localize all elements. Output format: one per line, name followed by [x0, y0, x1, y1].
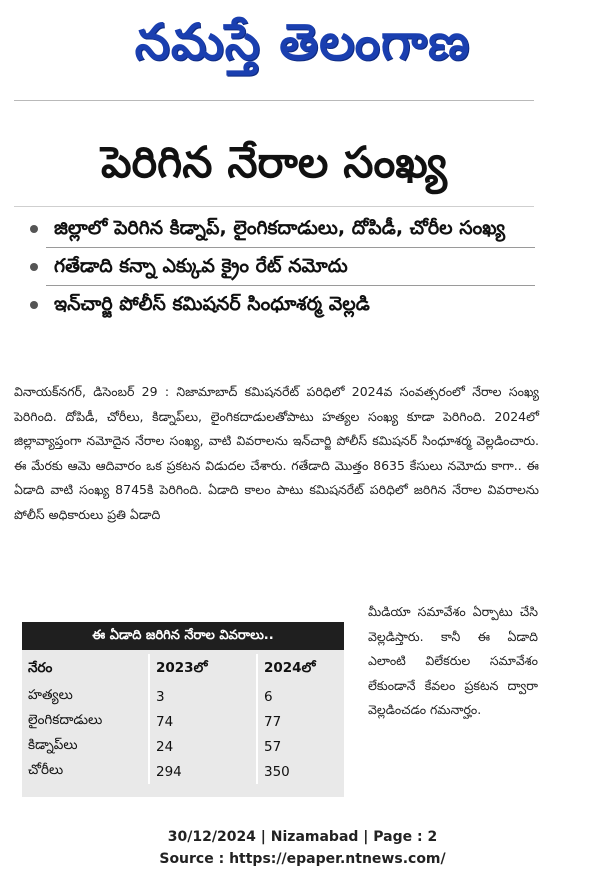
count-2023: 74: [149, 709, 257, 734]
footer-dateline: 30/12/2024 | Nizamabad | Page : 2: [167, 829, 438, 845]
masthead: [0, 0, 605, 84]
header-2023: 2023లో: [149, 654, 257, 684]
highlight-divider: [46, 285, 535, 286]
count-2024: 57: [257, 734, 344, 759]
table-row: [22, 684, 344, 709]
table-row: [22, 759, 344, 784]
page-footer: [0, 826, 605, 870]
bullet-dot-icon: [30, 263, 38, 271]
highlight-divider: [46, 247, 535, 248]
count-2024: 350: [257, 759, 344, 784]
table-header-row: [22, 654, 344, 684]
crime-name: కిడ్నాప్‌లు: [28, 737, 78, 753]
bullet-dot-icon: [30, 225, 38, 233]
crime-table-grid: [22, 654, 344, 784]
bullet-dot-icon: [30, 301, 38, 309]
footer-source: Source : https://epaper.ntnews.com/: [159, 851, 446, 867]
article-headline: పెరిగిన నేరాల సంఖ్య: [101, 138, 447, 188]
table-row: [22, 709, 344, 734]
article-highlights: [20, 212, 535, 321]
count-2023: 3: [149, 684, 257, 709]
count-2023: 24: [149, 734, 257, 759]
count-2023: 294: [149, 759, 257, 784]
header-2024: 2024లో: [257, 654, 344, 684]
highlight-item: [20, 250, 535, 283]
highlight-item: [20, 288, 535, 321]
header-crime: నేరం: [28, 659, 53, 676]
count-2024: 77: [257, 709, 344, 734]
article-body-continued: మీడియా సమావేశం ఏర్పాటు చేసి వెల్లడిస్తారు. కానీ ఈ ఏడాది ఎలాంటి విలేకరుల సమావేశం లేకుండానే కేవలం ప్రకటన ద్వారా వెల్లడించడం గమనార్హం.: [368, 604, 538, 717]
article-body: వినాయక్‌నగర్, డిసెంబర్ 29 : నిజామాబాద్ కమిషనరేట్ పరిధిలో 2024వ సంవత్సరంలో నేరాల సంఖ్య పెరిగింది. దోపిడీ, చోరీలు, కిడ్నాప్‌లు, లైంగికదాడులతోపాటు హత్యల సంఖ్య కూడా పెరిగింది. 2024లో జిల్లావ్యాప్తంగా నమోదైన నేరాల సంఖ్య, వాటి వివరాలను ఇన్‌చార్జి పోలీస్ కమిషనర్ సింధూశర్మ వెల్లడించారు. ఈ మేరకు ఆమె ఆదివారం ఒక ప్రకటన విడుదల చేశారు. గతేడాది మొత్తం 8635 కేసులు నమోదు కాగా.. ఈ ఏడాది వాటి సంఖ్య 8745కి పెరిగింది. ఏడాది కాలం పాటు కమిషనరేట్ పరిధిలో జరిగిన నేరాల వివరాలను పోలీస్ అధికారులు ప్రతి ఏడాది: [14, 384, 539, 522]
highlight-text: ఇన్‌చార్జి పోలీస్ కమిషనర్ సింధూశర్మ వెల్లడి: [54, 293, 370, 315]
crime-name: లైంగికదాడులు: [28, 712, 103, 728]
highlight-text: జిల్లాలో పెరిగిన కిడ్నాప్, లైంగికదాడులు, దోపిడీ, చోరీల సంఖ్య: [54, 217, 506, 239]
table-row: [22, 734, 344, 759]
crime-name: చోరీలు: [28, 762, 64, 778]
highlight-text: గతేడాది కన్నా ఎక్కువ క్రైం రేట్ నమోదు: [54, 255, 348, 277]
newspaper-logo: నమస్తే తెలంగాణ: [134, 13, 471, 71]
crime-stats-table: [22, 622, 344, 797]
crime-name: హత్యలు: [28, 687, 73, 703]
masthead-divider: [14, 100, 534, 101]
table-title: ఈ ఏడాది జరిగిన నేరాల వివరాలు..: [22, 622, 344, 650]
highlight-item: [20, 212, 535, 245]
count-2024: 6: [257, 684, 344, 709]
headline-divider: [14, 206, 534, 207]
